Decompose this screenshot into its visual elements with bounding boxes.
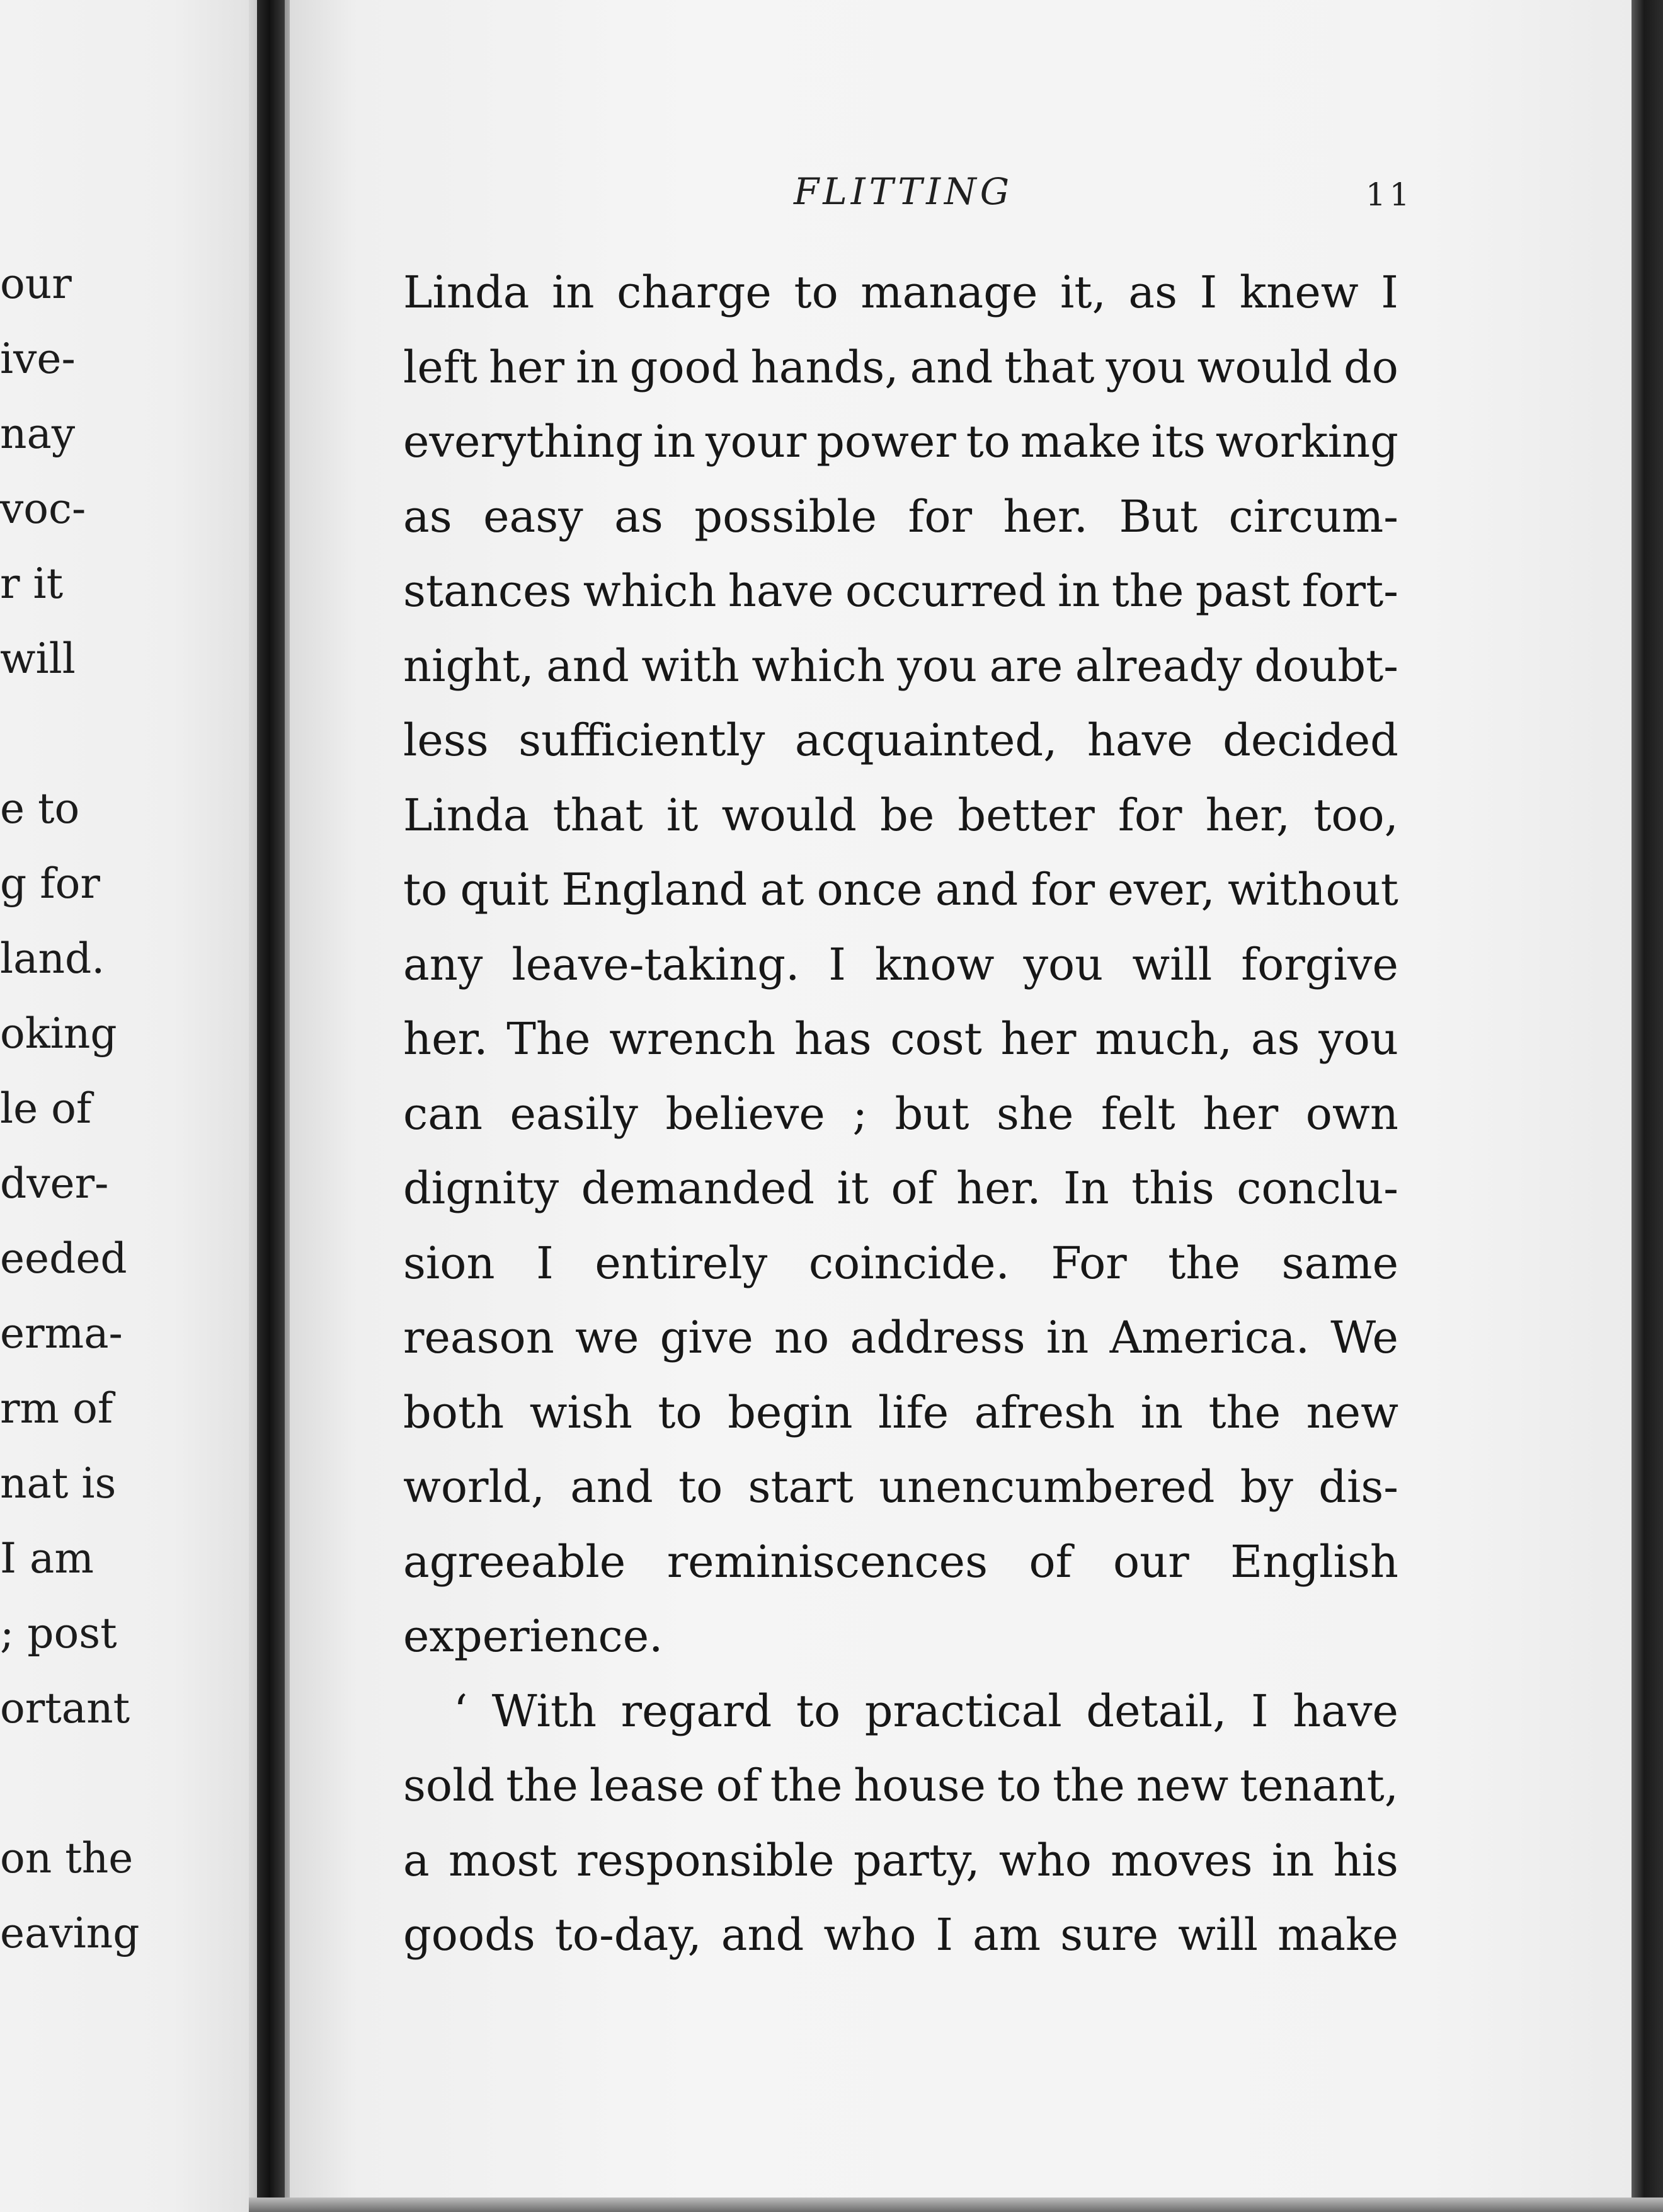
body-line: sold the lease of the house to the new tenant, (403, 1760, 1398, 1811)
body-line: sion I entirely coincide. For the same (403, 1237, 1398, 1289)
body-line: Linda in charge to manage it, as I knew I (403, 266, 1398, 318)
body-line: stances which have occurred in the past fort- (403, 565, 1398, 617)
left-page-line: le of (0, 1084, 92, 1133)
left-page-line: will (0, 634, 76, 683)
body-line: as easy as possible for her. But circum- (403, 490, 1398, 542)
left-page-line: rm of (0, 1384, 113, 1433)
left-page-line: nay (0, 410, 76, 458)
left-page-line: ive- (0, 335, 76, 383)
book-spine (257, 0, 285, 2212)
left-page-line: eaving (0, 1909, 140, 1957)
page-edge (1632, 0, 1663, 2212)
left-page (0, 0, 249, 2212)
body-line: dignity demanded it of her. In this conclu- (403, 1162, 1398, 1214)
body-line: Linda that it would be better for her, too, (403, 789, 1398, 841)
left-page-line: voc- (0, 484, 86, 533)
left-page-line: erma- (0, 1309, 123, 1358)
left-page-line: dver- (0, 1159, 109, 1208)
left-page-line: nat is (0, 1459, 117, 1508)
left-page-line: ortant (0, 1684, 130, 1733)
body-line: a most responsible party, who moves in his (403, 1834, 1398, 1886)
running-title: FLITTING (794, 170, 1014, 213)
body-line: left her in good hands, and that you would do (403, 341, 1398, 393)
left-page-line: ; post (0, 1609, 117, 1658)
body-line: ‘ With regard to practical detail, I have (454, 1685, 1398, 1737)
body-line: goods to-day, and who I am sure will make (403, 1909, 1398, 1961)
left-page-line: our (0, 260, 72, 308)
left-page-line: eeded (0, 1234, 127, 1283)
body-line: less sufficiently acquainted, have decided (403, 714, 1398, 766)
body-line: experience. (403, 1610, 663, 1662)
body-line: her. The wrench has cost her much, as you (403, 1013, 1398, 1065)
left-page-line: e to (0, 784, 80, 833)
body-line: world, and to start unencumbered by dis- (403, 1461, 1398, 1513)
left-page-line: oking (0, 1009, 117, 1058)
body-line: everything in your power to make its working (403, 416, 1398, 467)
left-page-line: land. (0, 934, 105, 983)
body-line: agreeable reminiscences of our English (403, 1535, 1398, 1588)
body-line: to quit England at once and for ever, without (403, 864, 1398, 915)
page-number: 11 (1366, 176, 1414, 213)
body-line: night, and with which you are already doubt- (403, 639, 1398, 692)
left-page-line: g for (0, 859, 100, 908)
left-page-line: I am (0, 1534, 94, 1583)
body-line: both wish to begin life afresh in the new (403, 1386, 1398, 1438)
body-line: reason we give no address in America. We (403, 1312, 1398, 1363)
body-line: any leave-taking. I know you will forgive (403, 938, 1398, 990)
bottom-shadow (249, 2198, 1663, 2212)
body-line: can easily believe ; but she felt her own (403, 1087, 1398, 1140)
left-page-line: r it (0, 559, 64, 608)
left-page-line: on the (0, 1834, 134, 1882)
